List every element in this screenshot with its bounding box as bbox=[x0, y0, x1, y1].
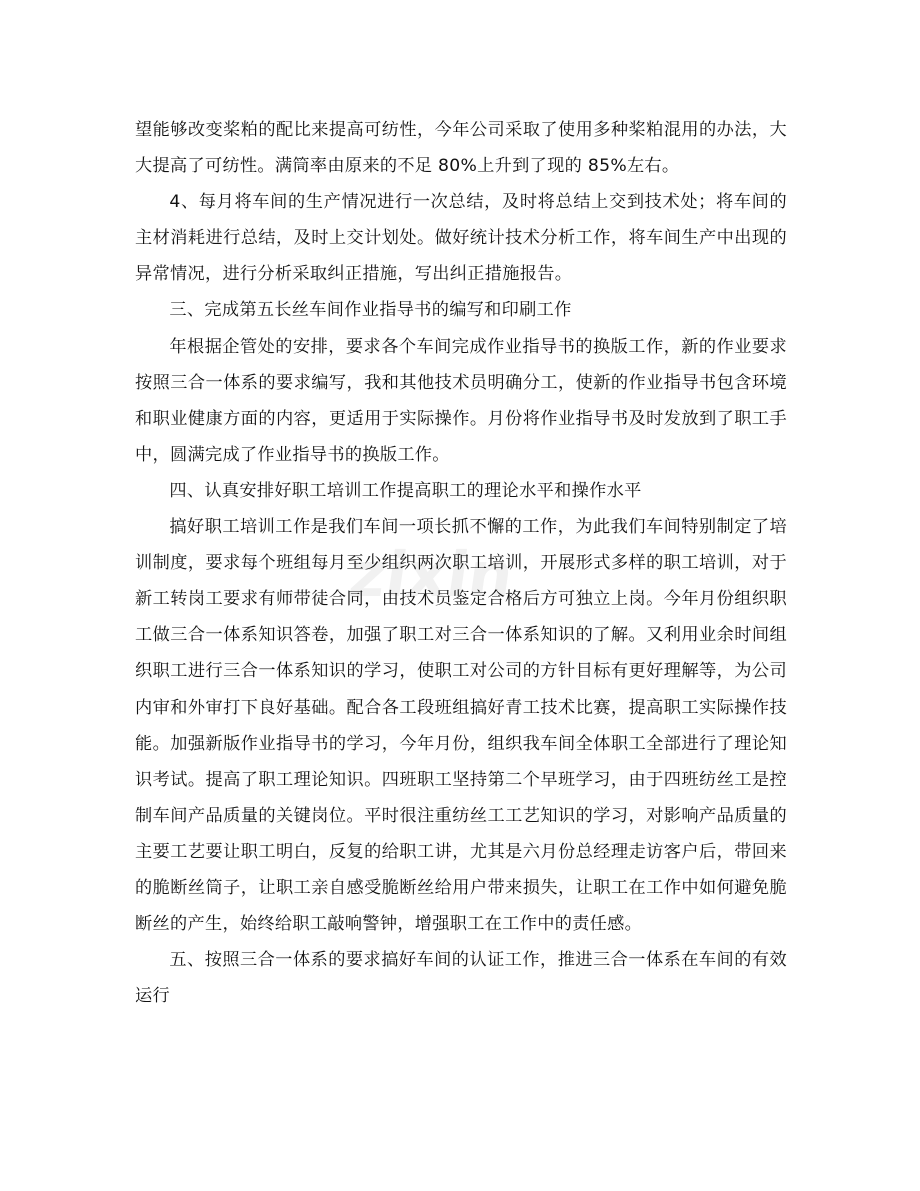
paragraph-continuation: 望能够改变桨粕的配比来提高可纺性，今年公司采取了使用多种桨粕混用的办法，大大提高了可纺性。满筒率由原来的不足 80%上升到了现的 85%左右。 bbox=[135, 120, 787, 177]
section-heading-3: 三、完成第五长丝车间作业指导书的编写和印刷工作 bbox=[169, 300, 572, 321]
paragraph-section-4: 搞好职工培训工作是我们车间一项长抓不懈的工作，为此我们车间特别制定了培训制度，要求每个班组每月至少组织两次职工培训，开展形式多样的职工培训，对于新工转岗工要求有师带徒合同，由技术员鉴定合格后方可独立上岗。今年月份组织职工做三合一体系知识答卷，加强了职工对三合一体系知识的了解。又利用业余时间组织职工进行三合一体系知识的学习，使职工对公司的方针目标有更好理解等，为公司内审和外审打下良好基础。配合各工段班组搞好青工技术比赛，提高职工实际操作技能。加强新版作业指导书的学习，今年月份，组织我车间全体职工全部进行了理论知识考试。提高了职工理论知识。四班职工坚持第二个早班学习，由于四班纺丝工是控制车间产品质量的关键岗位。平时很注重纺丝工工艺知识的学习，对影响产品质量的主要工艺要让职工明白，反复的给职工讲，尤其是六月份总经理走访客户后，带回来的脆断丝筒子，让职工亲自感受脆断丝给用户带来损失，让职工在工作中如何避免脆断丝的产生，始终给职工敲响警钟，增强职工在工作中的责任感。 bbox=[135, 517, 787, 935]
section-heading-4: 四、认真安排好职工培训工作提高职工的理论水平和操作水平 bbox=[169, 480, 642, 501]
document-body bbox=[135, 112, 787, 1014]
paragraph-section-3: 年根据企管处的安排，要求各个车间完成作业指导书的换版工作，新的作业要求按照三合一体系的要求编写，我和其他技术员明确分工，使新的作业指导书包含环境和职业健康方面的内容，更适用于实际操作。月份将作业指导书及时发放到了职工手中，圆满完成了作业指导书的换版工作。 bbox=[135, 336, 787, 465]
paragraph-item-4: 4、每月将车间的生产情况进行一次总结，及时将总结上交到技术处；将车间的主材消耗进行总结，及时上交计划处。做好统计技术分析工作，将车间生产中出现的异常情况，进行分析采取纠正措施，写出纠正措施报告。 bbox=[135, 192, 787, 285]
watermark: zixin bbox=[344, 538, 518, 611]
section-heading-5: 五、按照三合一体系的要求搞好车间的认证工作，推进三合一体系在车间的有效运行 bbox=[135, 950, 787, 1007]
